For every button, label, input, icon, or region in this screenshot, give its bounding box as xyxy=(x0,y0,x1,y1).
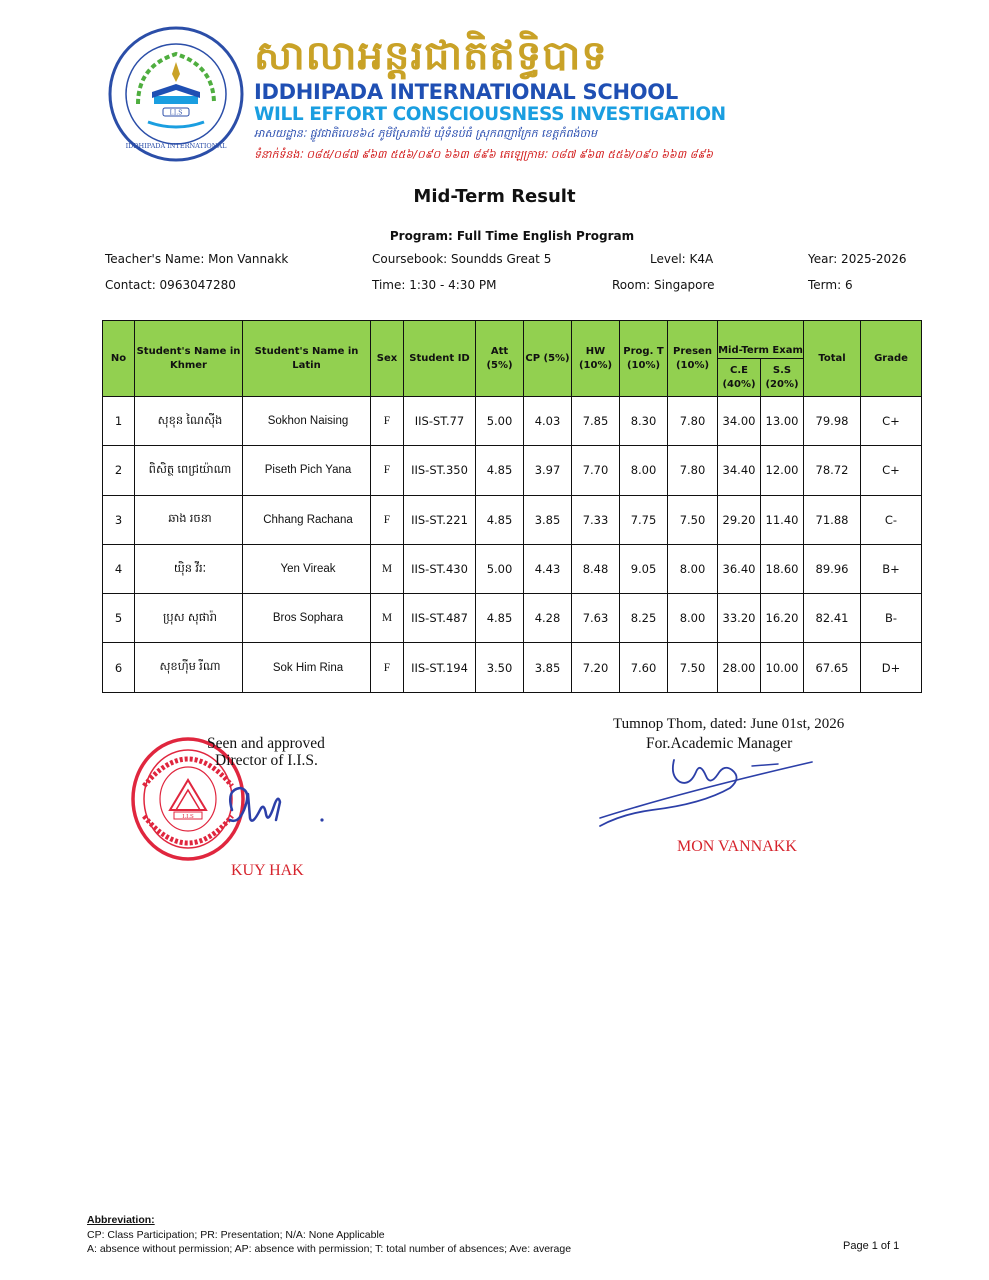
cell-sex: F xyxy=(371,495,404,544)
cell-name-latin: Chhang Rachana xyxy=(243,495,371,544)
cell-total: 67.65 xyxy=(804,643,861,692)
cell-hw: 7.85 xyxy=(572,397,620,446)
school-logo xyxy=(108,26,244,162)
cell-prog: 9.05 xyxy=(620,544,668,593)
cell-name-latin: Sokhon Naising xyxy=(243,397,371,446)
document-title: Mid-Term Result xyxy=(413,186,576,207)
header-sex: Sex xyxy=(371,321,404,397)
cell-presen: 8.00 xyxy=(668,594,718,643)
cell-ce: 33.20 xyxy=(718,594,761,643)
school-name-english: IDDHIPADA INTERNATIONAL SCHOOL xyxy=(254,80,678,104)
table-row xyxy=(103,544,922,593)
cell-sex: M xyxy=(371,544,404,593)
cell-sex: F xyxy=(371,397,404,446)
cell-att: 5.00 xyxy=(476,397,524,446)
header-grade: Grade xyxy=(861,321,922,397)
cell-student-id: IIS-ST.350 xyxy=(404,446,476,495)
cell-prog: 7.60 xyxy=(620,643,668,692)
cell-no: 4 xyxy=(103,544,135,593)
director-name: KUY HAK xyxy=(231,862,304,879)
cell-no: 3 xyxy=(103,495,135,544)
cell-ce: 28.00 xyxy=(718,643,761,692)
cell-no: 1 xyxy=(103,397,135,446)
header-name-latin: Student's Name in Latin xyxy=(243,321,371,397)
cell-grade: C+ xyxy=(861,397,922,446)
header-prog-test: Prog. T (10%) xyxy=(620,321,668,397)
cell-hw: 7.70 xyxy=(572,446,620,495)
cell-no: 2 xyxy=(103,446,135,495)
header-ss: S.S (20%) xyxy=(761,359,804,397)
cell-ce: 34.40 xyxy=(718,446,761,495)
table-row xyxy=(103,397,922,446)
school-address: អាសយដ្ឋានៈ ផ្លូវជាតិលេខ៦៤ ភូមិស្រែតាម៉ៃ ឃុំទំនប់ធំ ស្រុកពញាក្រែក ខេត្តកំពង់ចាម xyxy=(254,127,597,140)
header-presentation: Presen (10%) xyxy=(668,321,718,397)
svg-text:I.I.S: I.I.S xyxy=(182,814,194,820)
cell-att: 4.85 xyxy=(476,446,524,495)
room: Room: Singapore xyxy=(612,278,715,292)
class-time: Time: 1:30 - 4:30 PM xyxy=(372,278,497,292)
cell-grade: D+ xyxy=(861,643,922,692)
cell-ss: 11.40 xyxy=(761,495,804,544)
approval-role: Director of I.I.S. xyxy=(215,752,318,769)
cell-cp: 3.85 xyxy=(524,495,572,544)
cell-grade: C+ xyxy=(861,446,922,495)
signer-role: For.Academic Manager xyxy=(646,735,793,752)
school-motto: WILL EFFORT CONSCIOUSNESS INVESTIGATION xyxy=(254,104,726,125)
cell-cp: 4.43 xyxy=(524,544,572,593)
header-midterm-exam: Mid-Term Exam xyxy=(718,321,804,359)
cell-prog: 8.00 xyxy=(620,446,668,495)
cell-presen: 7.80 xyxy=(668,397,718,446)
cell-presen: 8.00 xyxy=(668,544,718,593)
abbreviation-line-1: CP: Class Participation; PR: Presentation; N/A: None Applicable xyxy=(87,1229,385,1241)
cell-presen: 7.50 xyxy=(668,495,718,544)
cell-no: 6 xyxy=(103,643,135,692)
table-row xyxy=(103,594,922,643)
cell-ss: 13.00 xyxy=(761,397,804,446)
cell-name-khmer: សុខុន ណៃស៊ីង xyxy=(135,397,243,446)
header-total: Total xyxy=(804,321,861,397)
cell-presen: 7.80 xyxy=(668,446,718,495)
level: Level: K4A xyxy=(650,252,714,266)
contact-number: Contact: 0963047280 xyxy=(105,278,236,292)
cell-name-khmer: ឆាង រចនា xyxy=(135,495,243,544)
abbreviation-title: Abbreviation: xyxy=(87,1214,155,1226)
cell-att: 4.85 xyxy=(476,495,524,544)
cell-name-khmer: យ៉ិន វីរៈ xyxy=(135,544,243,593)
coursebook: Coursebook: Soundds Great 5 xyxy=(372,252,552,266)
cell-att: 5.00 xyxy=(476,544,524,593)
cell-name-khmer: សុខហ៊ីម រីណា xyxy=(135,643,243,692)
header-ce: C.E (40%) xyxy=(718,359,761,397)
cell-hw: 7.33 xyxy=(572,495,620,544)
table-row xyxy=(103,495,922,544)
cell-total: 82.41 xyxy=(804,594,861,643)
cell-grade: C- xyxy=(861,495,922,544)
results-table xyxy=(102,320,922,693)
cell-grade: B- xyxy=(861,594,922,643)
abbreviation-line-2: A: absence without permission; AP: absence with permission; T: total number of absences; Ave: average xyxy=(87,1243,572,1255)
cell-hw: 7.63 xyxy=(572,594,620,643)
cell-cp: 4.28 xyxy=(524,594,572,643)
cell-student-id: IIS-ST.77 xyxy=(404,397,476,446)
header-hw: HW (10%) xyxy=(572,321,620,397)
cell-prog: 7.75 xyxy=(620,495,668,544)
cell-student-id: IIS-ST.430 xyxy=(404,544,476,593)
school-year: Year: 2025-2026 xyxy=(808,252,907,266)
school-contacts: ទំនាក់ទំនងៈ ០៨៥/០៨៧ ៩៦៣ ៥៥៦/០៩០ ៦៦៣ ៨៩៦ តេឡេក្រាមៈ ០៨៧ ៩៦៣ ៥៥៦/០៩០ ៦៦៣ ៨៩៦ xyxy=(254,148,713,161)
manager-name: MON VANNAKK xyxy=(677,838,797,855)
cell-sex: F xyxy=(371,446,404,495)
cell-cp: 3.85 xyxy=(524,643,572,692)
cell-total: 78.72 xyxy=(804,446,861,495)
cell-no: 5 xyxy=(103,594,135,643)
cell-hw: 7.20 xyxy=(572,643,620,692)
cell-name-latin: Yen Vireak xyxy=(243,544,371,593)
signing-location-date: Tumnop Thom, dated: June 01st, 2026 xyxy=(613,716,845,732)
cell-grade: B+ xyxy=(861,544,922,593)
cell-att: 3.50 xyxy=(476,643,524,692)
cell-cp: 3.97 xyxy=(524,446,572,495)
page-number: Page 1 of 1 xyxy=(843,1240,900,1252)
header-cp: CP (5%) xyxy=(524,321,572,397)
cell-ss: 10.00 xyxy=(761,643,804,692)
cell-att: 4.85 xyxy=(476,594,524,643)
header-no: No xyxy=(103,321,135,397)
table-row xyxy=(103,446,922,495)
cell-total: 89.96 xyxy=(804,544,861,593)
cell-sex: F xyxy=(371,643,404,692)
cell-name-latin: Sok Him Rina xyxy=(243,643,371,692)
manager-signature xyxy=(592,752,822,832)
term: Term: 6 xyxy=(808,278,853,292)
cell-name-latin: Piseth Pich Yana xyxy=(243,446,371,495)
table-row xyxy=(103,643,922,692)
cell-student-id: IIS-ST.487 xyxy=(404,594,476,643)
teacher-name: Teacher's Name: Mon Vannakk xyxy=(105,252,289,266)
svg-text:IDDHIPADA INTERNATIONAL: IDDHIPADA INTERNATIONAL xyxy=(125,142,227,150)
cell-ss: 12.00 xyxy=(761,446,804,495)
cell-ss: 16.20 xyxy=(761,594,804,643)
cell-name-latin: Bros Sophara xyxy=(243,594,371,643)
header-name-khmer: Student's Name in Khmer xyxy=(135,321,243,397)
cell-presen: 7.50 xyxy=(668,643,718,692)
cell-sex: M xyxy=(371,594,404,643)
cell-total: 71.88 xyxy=(804,495,861,544)
cell-student-id: IIS-ST.194 xyxy=(404,643,476,692)
cell-cp: 4.03 xyxy=(524,397,572,446)
cell-total: 79.98 xyxy=(804,397,861,446)
cell-prog: 8.30 xyxy=(620,397,668,446)
cell-ss: 18.60 xyxy=(761,544,804,593)
program-label: Program: Full Time English Program xyxy=(389,229,635,243)
approval-caption: Seen and approved xyxy=(207,735,325,752)
cell-name-khmer: ប្រុស សុផារ៉ា xyxy=(135,594,243,643)
cell-ce: 36.40 xyxy=(718,544,761,593)
school-name-khmer: សាលាអន្តរជាតិឥទ្ធិបាទ xyxy=(254,32,608,79)
cell-name-khmer: ពិសិត្ថ ពេជ្រយ៉ាណា xyxy=(135,446,243,495)
cell-ce: 29.20 xyxy=(718,495,761,544)
cell-prog: 8.25 xyxy=(620,594,668,643)
director-signature xyxy=(190,780,330,836)
header-student-id: Student ID xyxy=(404,321,476,397)
header-att: Att (5%) xyxy=(476,321,524,397)
cell-student-id: IIS-ST.221 xyxy=(404,495,476,544)
cell-hw: 8.48 xyxy=(572,544,620,593)
cell-ce: 34.00 xyxy=(718,397,761,446)
svg-text:I.I.S: I.I.S xyxy=(169,109,183,117)
